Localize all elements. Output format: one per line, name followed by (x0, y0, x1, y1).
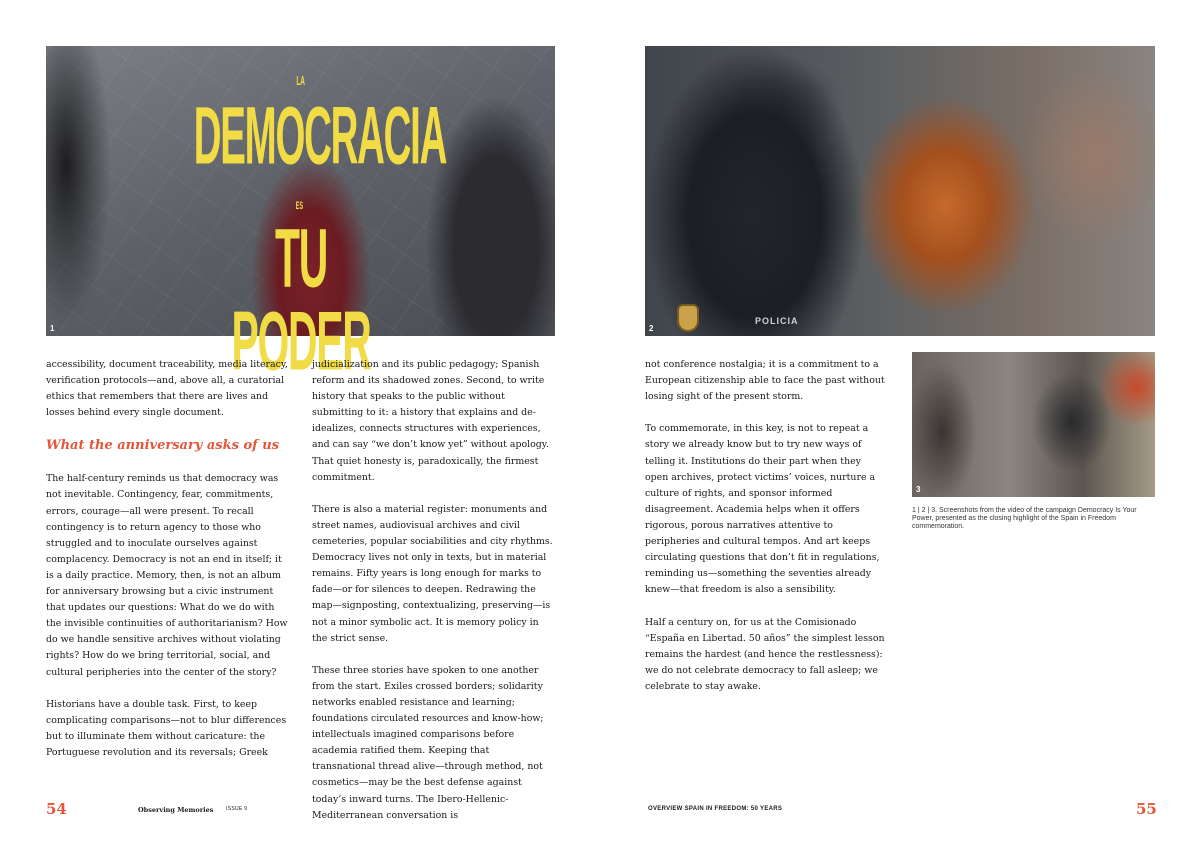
running-title-right: OVERVIEW SPAIN IN FREEDOM: 50 YEARS (648, 806, 783, 812)
photo-caption: 1 | 2 | 3. Screenshots from the video of the campaign Democracy Is Your Power, presented as the closing highlight of the Spain in Freedom commemoration. (912, 507, 1137, 530)
poster-text-democracia: DEMOCRACIA (193, 90, 447, 182)
police-badge-icon (677, 304, 699, 332)
text-column-3 (645, 357, 887, 711)
poster-text-es: ES (295, 200, 304, 212)
running-issue: ISSUE 9 (226, 806, 248, 812)
poster-text-tu-poder: TU PODER (231, 212, 371, 389)
text-column-2 (312, 357, 554, 840)
campaign-photo-2 (645, 46, 1155, 336)
police-vest-text: POLICIA (755, 316, 799, 326)
page-number-left: 54 (46, 800, 67, 818)
paragraph: These three stories have spoken to one another from the start. Exiles crossed borders; solidarity networks enabled resistance and learning; foundations circulated resources and know-how; intellectuals imagined comparisons before academia ratified them. Keeping that transnational thread alive—through method, not cosmetics—may be the best defense against today’s inward turns. The Ibero-Hellenic-Mediterranean conversation is (312, 664, 544, 821)
paragraph: Historians have a double task. First, to keep complicating comparisons—not to blur differences but to illuminate them without caricature: the Portuguese revolution and its reversals; Greek (46, 698, 287, 758)
paragraph: accessibility, document traceability, media literacy, verification protocols—and, above all, a curatorial ethics that remembers that there are lives and losses behind every single document. (46, 359, 288, 419)
section-heading: What the anniversary asks of us (46, 438, 280, 454)
paragraph: There is also a material register: monuments and street names, audiovisual archives and civil cemeteries, popular sociabilities and city rhythms. Democracy lives not only in texts, but in material remains. Fifty years is long enough for marks to fade—or for silences to deepen. Redrawing the map—signposting, contextualizing, preserving—is not a minor symbolic act. It is memory policy in the strict sense. (312, 503, 553, 644)
paragraph: The half-century reminds us that democracy was not inevitable. Contingency, fear, commitments, errors, courage—all were present. To recall contingency is to return agency to those who struggled and to inoculate ourselves against complacency. Democracy is not an end in itself; it is a daily practice. Memory, then, is not an album for anniversary browsing but a civic instrument that updates our questions: What do we do with the invisible continuities of authoritarianism? How do we handle sensitive archives without violating rights? How do we bring territorial, social, and cultural peripheries into the center of the story? (46, 473, 288, 678)
text-column-1 (46, 357, 288, 777)
paragraph: judicialization and its public pedagogy; Spanish reform and its shadowed zones. Second, to write history that speaks to the public without submitting to it: a history that explains and de-idealizes, connects structures with experiences, and can say “we don’t know yet” without apology. That quiet honesty is, paradoxically, the firmest commitment. (312, 359, 549, 483)
paragraph: not conference nostalgia; it is a commitment to a European citizenship able to face the past without losing sight of the present storm. (645, 359, 885, 403)
poster-text-la: LA (296, 73, 306, 88)
photo-number-1: 1 (50, 324, 55, 333)
running-section-title: Observing Memories (138, 806, 214, 814)
paragraph: To commemorate, in this key, is not to repeat a story we already know but to try new ways of telling it. Institutions do their part when they open archives, protect victims’ voices, nurture a culture of rights, and sponsor informed disagreement. Academia helps when it offers rigorous, porous narratives attentive to peripheries and cultural tempos. And art keeps circulating questions that don’t fit in regulations, reminding us—something the seventies already knew—that freedom is also a sensibility. (645, 423, 880, 596)
paragraph: Half a century on, for us at the Comisionado “España en Libertad. 50 años” the simplest lesson remains the hardest (and hence the restlessness): we do not celebrate democracy to fall asleep; we celebrate to stay awake. (645, 616, 885, 692)
photo-number-2: 2 (649, 324, 654, 333)
page-number-right: 55 (1136, 800, 1157, 818)
photo-number-3: 3 (916, 485, 921, 494)
campaign-photo-3 (912, 352, 1155, 497)
